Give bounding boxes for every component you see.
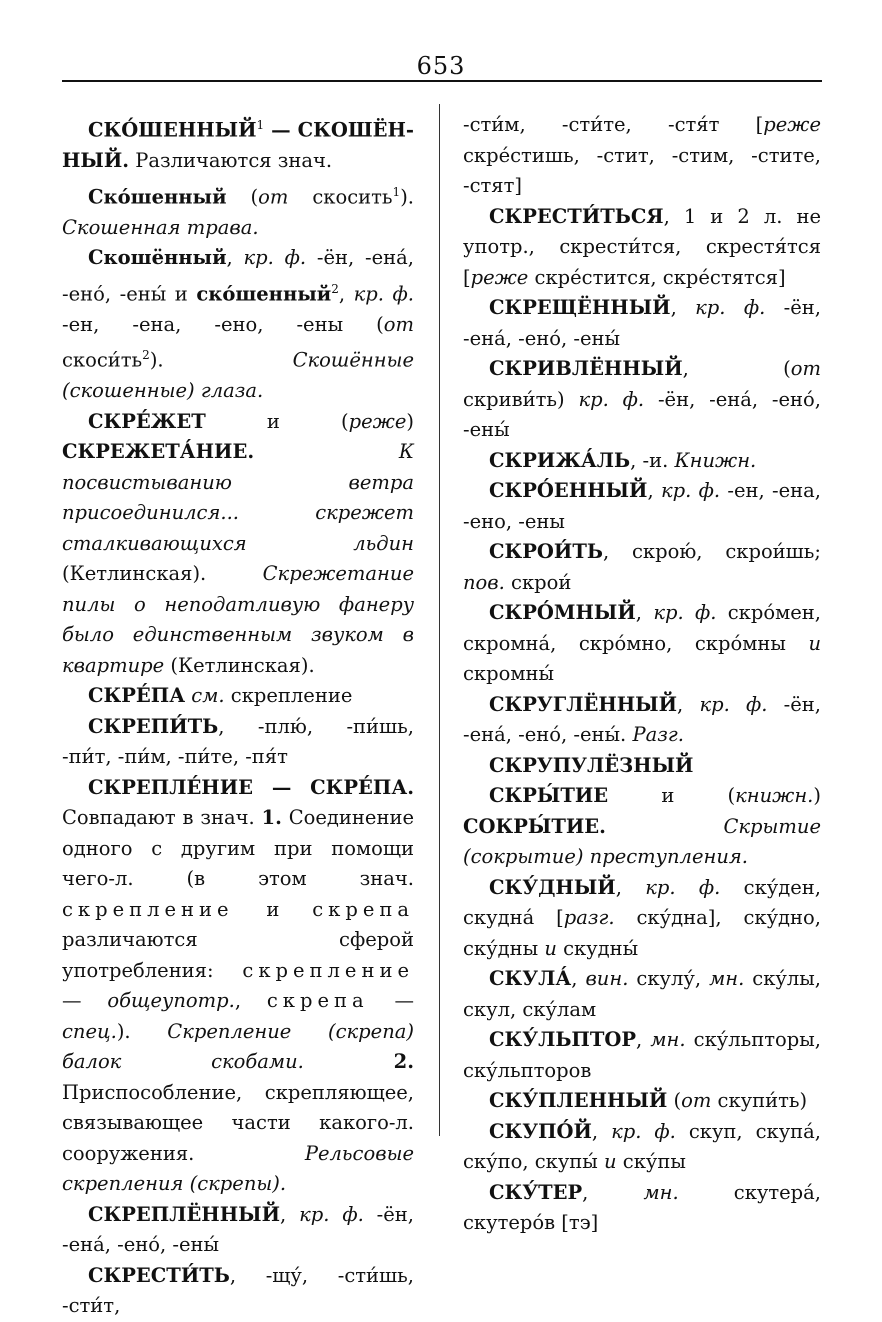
entry-text: , bbox=[280, 1202, 300, 1226]
entry-text: скупи́ть) bbox=[711, 1089, 808, 1112]
column-divider bbox=[439, 104, 440, 1136]
entry-text: ( bbox=[226, 185, 259, 208]
headword: 1. bbox=[261, 806, 282, 829]
italic-text: книжн. bbox=[735, 784, 814, 807]
headword: СКРЕЖЕТА́НИЕ. bbox=[62, 440, 255, 463]
italic-text: реже bbox=[348, 409, 407, 433]
headword: СКРУПУЛЁЗНЫЙ bbox=[489, 753, 694, 777]
right-column bbox=[463, 110, 821, 1239]
italic-text: реже bbox=[470, 265, 529, 289]
headword: СКРЕ́ЖЕТ bbox=[88, 409, 206, 433]
dictionary-entry bbox=[463, 202, 821, 294]
dictionary-entry bbox=[463, 781, 821, 873]
italic-text: от bbox=[258, 185, 289, 208]
italic-text: кр. ф. bbox=[243, 246, 307, 269]
entry-text: — bbox=[62, 989, 108, 1012]
entry-text: , -и. bbox=[630, 448, 675, 472]
entry-text: , bbox=[338, 282, 354, 305]
entry-text: — bbox=[368, 989, 415, 1012]
headword: СКУ́ПЛЕННЫЙ bbox=[489, 1089, 668, 1112]
entry-text: (Кетлинская). bbox=[62, 562, 263, 585]
header-rule bbox=[62, 80, 822, 82]
headword: СКРИЖА́ЛЬ bbox=[489, 448, 631, 472]
entry-text: ). bbox=[400, 185, 414, 208]
italic-text: кр. ф. bbox=[578, 387, 645, 411]
entry-text: скулу́, bbox=[628, 967, 710, 990]
dictionary-entry bbox=[463, 354, 821, 446]
italic-text: кр. ф. bbox=[653, 601, 717, 624]
dictionary-entry bbox=[62, 1261, 414, 1322]
headword: СКУЛА́ bbox=[489, 967, 572, 990]
headword: СКУПО́Й bbox=[489, 1119, 592, 1143]
entry-text: скрепа bbox=[312, 897, 414, 921]
entry-text: ). bbox=[149, 348, 293, 372]
entry-text: , bbox=[615, 875, 646, 899]
entry-text: , bbox=[582, 1180, 644, 1204]
entry-text: ) bbox=[406, 409, 414, 433]
entry-text: , ( bbox=[682, 357, 791, 380]
dictionary-entry bbox=[62, 407, 414, 682]
headword: СКУ́ЛЬПТОР bbox=[489, 1028, 636, 1051]
entry-text: -ён, -ена́, -ено́, -ены́ bbox=[463, 387, 821, 441]
entry-text: скрепление bbox=[224, 684, 353, 707]
entry-text: скриви́ть) bbox=[463, 387, 579, 411]
entry-text: скрепа bbox=[266, 989, 369, 1012]
italic-text: кр. ф. bbox=[695, 296, 766, 319]
italic-text: К посвистыванию ветра присоединился... скрежет сталкивающихся льдин bbox=[62, 440, 414, 555]
italic-text: реже bbox=[763, 113, 821, 136]
dictionary-entry bbox=[62, 1200, 414, 1261]
entry-text: и ( bbox=[205, 409, 349, 433]
dictionary-entry bbox=[463, 964, 821, 1025]
headword: СКУ́ДНЫЙ bbox=[489, 875, 616, 899]
entry-text: Совпадают в знач. bbox=[62, 806, 262, 829]
entry-text: скромны́ bbox=[463, 662, 555, 685]
entry-text: различаются сферой употребления: bbox=[62, 928, 414, 982]
italic-text: от bbox=[383, 312, 414, 336]
entry-text: ) bbox=[813, 784, 821, 807]
italic-text: от bbox=[681, 1089, 712, 1112]
entry-text: ску́пы bbox=[616, 1150, 686, 1173]
entry-text: скро́мен, скромна́, скро́мно, скро́мны bbox=[463, 601, 821, 655]
entry-text bbox=[606, 815, 724, 838]
dictionary-entry bbox=[463, 537, 821, 598]
entry-text: , bbox=[234, 989, 267, 1012]
entry-text: , bbox=[591, 1119, 612, 1143]
italic-text: пов. bbox=[463, 570, 505, 594]
italic-text: и bbox=[544, 936, 557, 960]
italic-text: Книжн. bbox=[674, 448, 757, 472]
dictionary-entry bbox=[62, 712, 414, 773]
italic-text: кр. ф. bbox=[611, 1119, 676, 1143]
headword: СКРЕСТИ́ТЬ bbox=[88, 1263, 230, 1287]
italic-text: Скрытие (сокрытие) преступления. bbox=[463, 814, 821, 868]
entry-text: , bbox=[635, 601, 654, 624]
entry-text: скрепление bbox=[242, 958, 414, 982]
entry-text: ску́дна], ску́дно, ску́дны bbox=[463, 906, 821, 960]
entry-text: скрои́ bbox=[504, 570, 572, 594]
dictionary-entry bbox=[62, 243, 414, 407]
entry-text: , bbox=[647, 479, 661, 502]
italic-text: спец. bbox=[62, 1019, 117, 1043]
italic-text: Рельсовые скрепления (скрепы). bbox=[62, 1141, 414, 1195]
headword: СКРЕПЛЁННЫЙ bbox=[88, 1202, 281, 1226]
entry-text: Соединение одного с другим при помощи чего-л. (в этом знач. bbox=[62, 806, 414, 890]
italic-text: кр. ф. bbox=[661, 479, 721, 502]
italic-text: мн. bbox=[643, 1180, 679, 1204]
entry-text: , bbox=[226, 246, 244, 269]
italic-text: и bbox=[808, 631, 821, 655]
entry-text: 1 bbox=[256, 118, 265, 132]
entry-text: -ён, -ена́, -ено́, -ены́ bbox=[463, 296, 821, 350]
headword: СКРЕСТИ́ТЬСЯ bbox=[489, 204, 664, 228]
dictionary-entry bbox=[463, 476, 821, 537]
dictionary-entry bbox=[463, 293, 821, 354]
dictionary-entry bbox=[463, 1178, 821, 1239]
entry-text: , скрою́, скрои́шь; bbox=[602, 540, 821, 563]
italic-text: мн. bbox=[650, 1028, 686, 1051]
italic-text: и bbox=[604, 1150, 617, 1173]
headword: СКРЕ́ПА bbox=[88, 684, 186, 707]
entry-text: , bbox=[571, 967, 586, 990]
entry-text: Приспособление, скрепляющее, связывающее части какого-л. сооружения. bbox=[62, 1080, 414, 1165]
entry-text: ску́ден, скудна́ [ bbox=[463, 875, 821, 929]
left-column bbox=[62, 110, 414, 1322]
dictionary-entry bbox=[463, 690, 821, 751]
italic-text: общеупотр. bbox=[107, 989, 235, 1012]
page-number: 653 bbox=[416, 52, 466, 80]
entry-text: скре́стится, скре́стятся] bbox=[528, 265, 786, 289]
entry-text: -ен, -ена, -ено, -ены ( bbox=[62, 312, 384, 336]
headword: СКРЕПИ́ТЬ bbox=[88, 714, 219, 738]
entry-text: 2 bbox=[142, 348, 150, 362]
headword: СКРЕПЛЕ́НИЕ — СКРЕ́ПА. bbox=[88, 775, 414, 799]
entry-text: 1 bbox=[392, 184, 401, 199]
entry-text: , -плю́, -пи́шь, -пи́т, -пи́м, -пи́те, -пя́т bbox=[62, 714, 414, 768]
italic-text: мн. bbox=[709, 967, 745, 990]
italic-text: разг. bbox=[563, 906, 615, 929]
headword: СКО́ШЕННЫЙ bbox=[88, 118, 257, 142]
italic-text: кр. ф. bbox=[699, 692, 768, 716]
entry-text: ). bbox=[116, 1019, 168, 1043]
entry-text: ску́лы, скул, ску́лам bbox=[463, 967, 821, 1021]
entry-text: , bbox=[636, 1028, 651, 1051]
italic-text: кр. ф. bbox=[353, 282, 414, 305]
entry-text: -ён, -ена́, -ено́, -ены́ bbox=[62, 1202, 414, 1256]
italic-text: см. bbox=[191, 684, 225, 707]
dictionary-entry bbox=[463, 1086, 821, 1117]
headword: СОКРЫ́ТИЕ. bbox=[463, 814, 606, 838]
headword: — СКОШЁН-НЫЙ. bbox=[62, 118, 414, 172]
entry-text: Различаются знач. bbox=[129, 149, 333, 172]
headword: СКРЕЩЁННЫЙ bbox=[489, 296, 671, 319]
entry-text: скре́стишь, -стит, -стим, -стите, -стят] bbox=[463, 143, 821, 197]
italic-text: вин. bbox=[585, 967, 629, 990]
dictionary-entry bbox=[463, 598, 821, 690]
headword: СКРОИ́ТЬ bbox=[489, 540, 603, 563]
entry-text: , bbox=[670, 296, 696, 319]
entry-text: (Кетлинская). bbox=[164, 653, 315, 677]
dictionary-entry bbox=[463, 873, 821, 965]
headword: ско́шенный bbox=[196, 282, 332, 305]
italic-text: Скошенная трава. bbox=[62, 215, 259, 239]
headword: Ско́шенный bbox=[88, 185, 227, 208]
dictionary-entry bbox=[62, 681, 414, 712]
entry-text: , 1 и 2 л. не употр., скрести́тся, скрестя́тся [ bbox=[463, 204, 821, 289]
dictionary-entry bbox=[463, 110, 821, 202]
headword: СКРИВЛЁННЫЙ bbox=[489, 357, 683, 380]
headword: 2. bbox=[393, 1050, 414, 1073]
entry-text bbox=[254, 440, 399, 463]
headword: СКУ́ТЕР bbox=[489, 1180, 583, 1204]
dictionary-entry bbox=[463, 751, 821, 782]
italic-text: кр. ф. bbox=[299, 1202, 364, 1226]
entry-text: скудны́ bbox=[556, 936, 639, 960]
entry-text: -ён, -ена́, -ено́, -ены́. bbox=[463, 692, 821, 746]
dictionary-entry bbox=[463, 446, 821, 477]
entry-text: и ( bbox=[608, 784, 736, 807]
italic-text: Разг. bbox=[632, 723, 684, 746]
dictionary-entry bbox=[463, 1117, 821, 1178]
entry-text: -ён, -ена́, -ено́, -ены́ и bbox=[62, 246, 414, 305]
entry-text: скосить bbox=[288, 185, 393, 208]
italic-text: от bbox=[790, 357, 821, 380]
entry-text: ( bbox=[667, 1089, 682, 1112]
dictionary-entry bbox=[62, 177, 414, 244]
headword: СКРО́МНЫЙ bbox=[489, 601, 636, 624]
headword: СКРУГЛЁННЫЙ bbox=[489, 692, 678, 716]
entry-text: , bbox=[677, 692, 700, 716]
italic-text: Скрепление (скрепа) балок скобами. bbox=[62, 1019, 414, 1073]
entry-text: скутера́, скутеро́в [тэ] bbox=[463, 1180, 821, 1234]
entry-text: , -щу́, -сти́шь, -сти́т, bbox=[62, 1263, 414, 1317]
entry-text: скуп, скупа́, ску́по, скупы́ bbox=[463, 1119, 821, 1173]
italic-text: Скрежетание пилы о неподатливую фанеру было единственным звуком в квартире bbox=[62, 562, 414, 677]
entry-text: 2 bbox=[331, 281, 339, 296]
entry-text: скоси́ть bbox=[62, 348, 143, 372]
entry-text: -ен, -ена, -ено, -ены bbox=[463, 479, 821, 533]
italic-text: кр. ф. bbox=[645, 875, 721, 899]
entry-text bbox=[304, 1050, 394, 1073]
entry-text: ску́льпторы, ску́льпторов bbox=[463, 1028, 821, 1082]
entry-text: скрепление bbox=[62, 897, 234, 921]
entry-text: -сти́м, -сти́те, -стя́т [ bbox=[463, 113, 764, 136]
headword: СКРО́ЕННЫЙ bbox=[489, 479, 648, 502]
entry-text: и bbox=[233, 897, 313, 921]
italic-text: Скошённые (скошенные) глаза. bbox=[62, 348, 414, 402]
headword: СКРЫ́ТИЕ bbox=[489, 784, 609, 807]
dictionary-entry bbox=[62, 110, 414, 177]
dictionary-entry bbox=[463, 1025, 821, 1086]
dictionary-entry bbox=[62, 773, 414, 1200]
headword: Скошённый bbox=[88, 246, 227, 269]
